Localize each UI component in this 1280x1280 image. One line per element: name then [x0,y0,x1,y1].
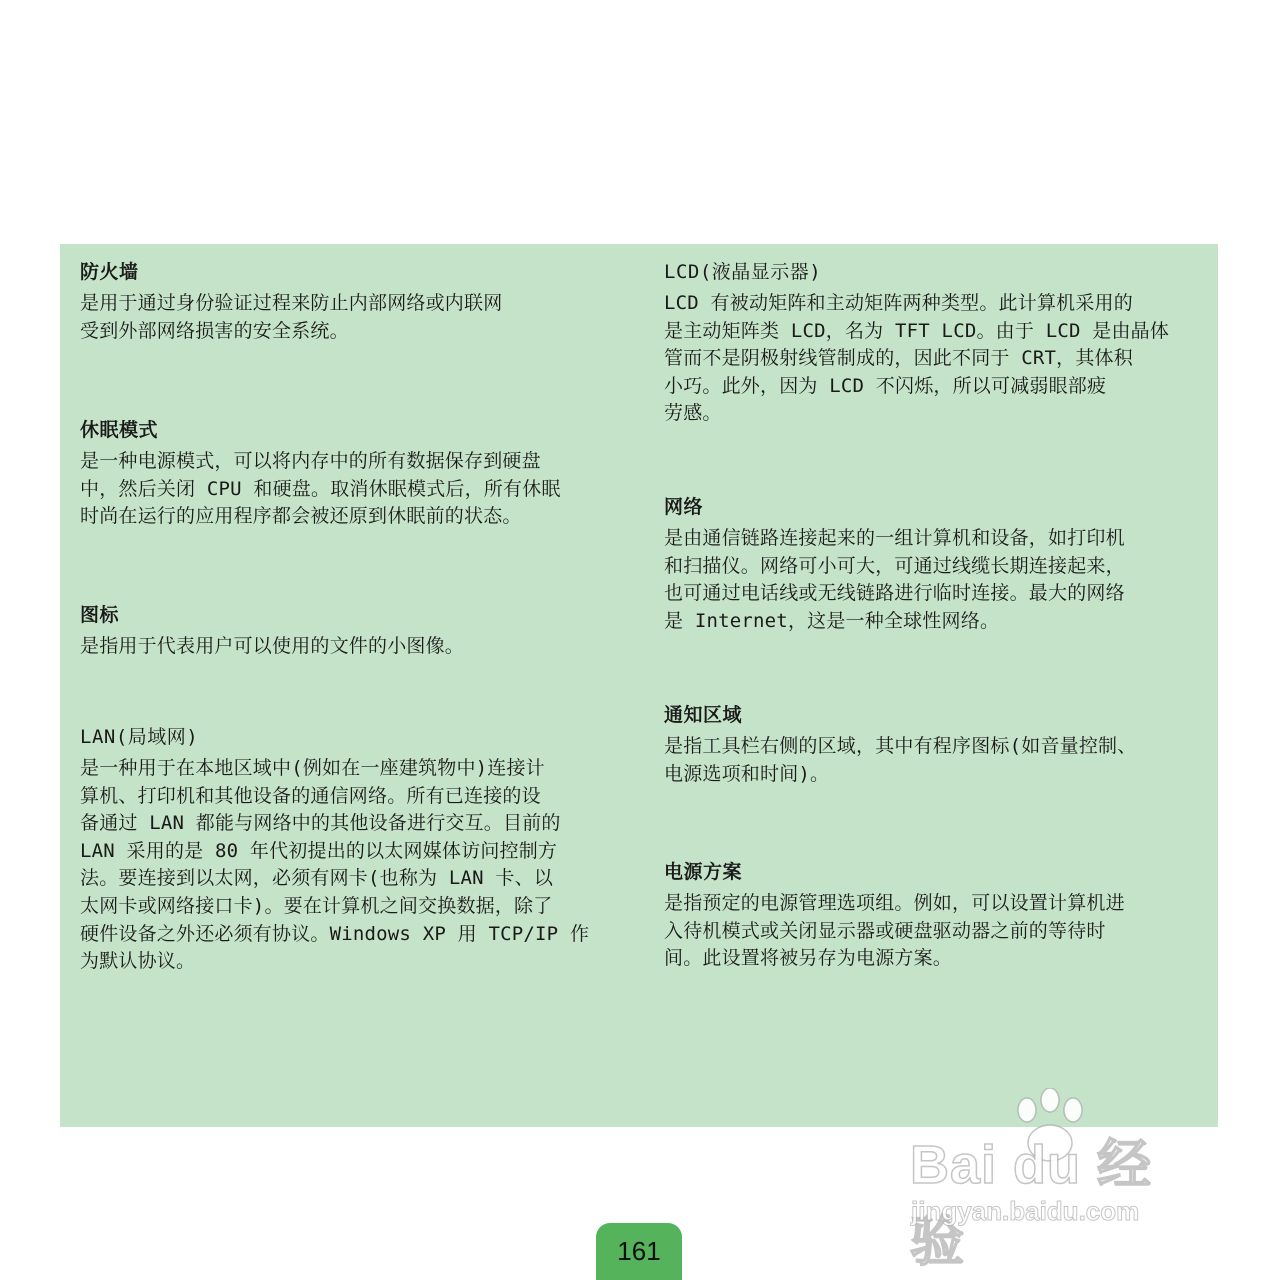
term-definition: 是用于通过身份验证过程来防止内部网络或内联网 受到外部网络损害的安全系统。 [80,292,503,342]
page-number-tab [596,1223,682,1280]
term-title: 电源方案 [664,861,743,883]
term-definition: 是指预定的电源管理选项组。例如，可以设置计算机进 入待机模式或关闭显示器或硬盘驱动器之前的等待时 间。此设置将被另存为电源方案。 [664,892,1125,970]
glossary-term-lan [80,723,620,976]
term-definition: LCD 有被动矩阵和主动矩阵两种类型。此计算机采用的 是主动矩阵类 LCD，名为 TFT LCD。由于 LCD 是由晶体 管而不是阴极射线管制成的，因此不同于 CRT，其体积 小巧。此外，因为 LCD 不闪烁，所以可减弱眼部疲 劳感。 [664,292,1170,425]
watermark-logo-text: Bai du 经验 [910,1135,1153,1272]
watermark-url: jingyan.baidu.com [911,1196,1140,1226]
glossary-term-lcd [664,258,1204,428]
term-title: LCD(液晶显示器) [664,261,822,283]
page-number: 161 [617,1236,661,1266]
glossary-term-hibernation [80,416,620,531]
term-definition: 是由通信链路连接起来的一组计算机和设备，如打印机 和扫描仪。网络可小可大，可通过线缆长期连接起来， 也可通过电话线或无线链路进行临时连接。最大的网络 是 Internet，这是一种全球性网络。 [664,527,1125,632]
baidu-jingyan-watermark [905,1088,1205,1272]
glossary-term-power-scheme [664,858,1204,973]
glossary-panel [60,244,1218,1127]
glossary-term-firewall [80,258,620,345]
term-title: 休眠模式 [80,419,159,441]
term-title: 防火墙 [80,261,139,283]
term-title: 通知区域 [664,704,743,726]
glossary-term-notification-area [664,701,1204,788]
term-definition: 是指工具栏右侧的区域，其中有程序图标(如音量控制、 电源选项和时间)。 [664,735,1137,785]
term-definition: 是一种电源模式，可以将内存中的所有数据保存到硬盘 中，然后关闭 CPU 和硬盘。取消休眠模式后，所有休眠 时尚在运行的应用程序都会被还原到休眠前的状态。 [80,450,561,528]
term-definition: 是一种用于在本地区域中(例如在一座建筑物中)连接计 算机、打印机和其他设备的通信网络。所有已连接的设 备通过 LAN 都能与网络中的其他设备进行交互。目前的 LAN 采用的是 80 年代初提出的以太网媒体访问控制方 法。要连接到以太网，必须有网卡(也称为 LAN 卡、以 太网卡或网络接口卡)。要在计算机之间交换数据，除了 硬件设备之外还必须有协议。Windows XP 用 TCP/IP 作 为默认协议。 [80,757,590,973]
term-title: 网络 [664,496,704,518]
glossary-term-network [664,493,1204,635]
glossary-term-icon [80,601,620,661]
term-definition: 是指用于代表用户可以使用的文件的小图像。 [80,635,465,657]
term-title: 图标 [80,604,120,626]
term-title: LAN(局域网) [80,726,199,748]
